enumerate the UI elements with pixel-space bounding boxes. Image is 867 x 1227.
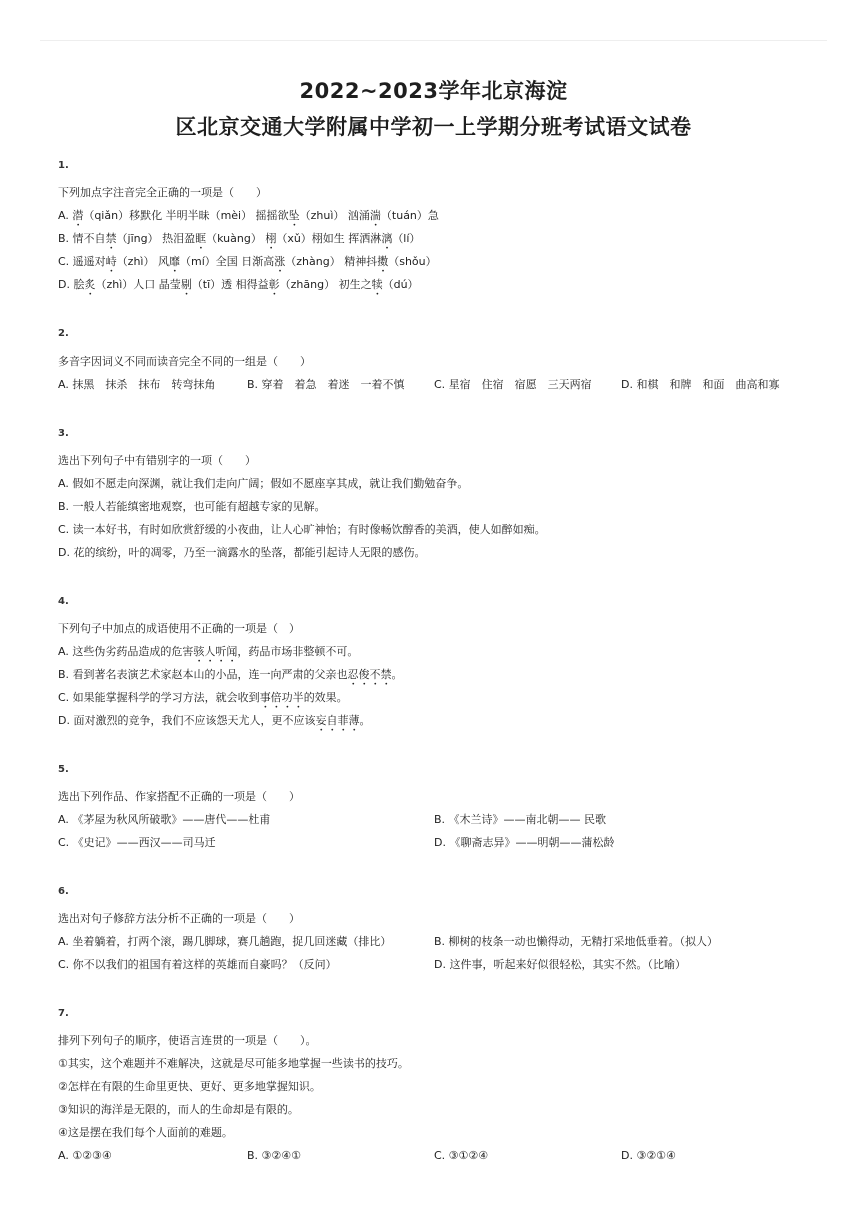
question-6-option-d: D. 这件事，听起来好似很轻松，其实不然。（比喻） bbox=[434, 958, 686, 971]
question-1-stem: 下列加点字注音完全正确的一项是（ ） bbox=[58, 186, 267, 199]
question-4-option-c: C. 如果能掌握科学的学习方法，就会收到事倍功半的效果。 bbox=[58, 691, 348, 704]
question-4-number: 4. bbox=[58, 596, 69, 607]
question-5-stem: 选出下列作品、作家搭配不正确的一项是（ ） bbox=[58, 790, 300, 803]
question-5-option-b: B. 《木兰诗》——南北朝—— 民歌 bbox=[434, 813, 607, 826]
question-7-stem: 排列下列句子的顺序，使语言连贯的一项是（ ）。 bbox=[58, 1034, 317, 1047]
question-6-option-b: B. 柳树的枝条一动也懒得动，无精打采地低垂着。（拟人） bbox=[434, 935, 719, 948]
question-6-option-c: C. 你不以我们的祖国有着这样的英雄而自豪吗？（反问） bbox=[58, 958, 337, 971]
question-2-option-a: A. 抹黑 抹杀 抹布 转弯抹角 bbox=[58, 378, 216, 391]
question-6-stem: 选出对句子修辞方法分析不正确的一项是（ ） bbox=[58, 912, 300, 925]
dotted-char: 靡 bbox=[169, 255, 180, 268]
dotted-char: 眶 bbox=[195, 232, 207, 245]
question-7-option-d: D. ③②①④ bbox=[621, 1149, 676, 1162]
dotted-char: 潜 bbox=[72, 209, 84, 222]
question-1-number: 1. bbox=[58, 160, 69, 171]
question-7-sentence-1: ①其实，这个难题并不难解决，这就是尽可能多地掌握一些读书的技巧。 bbox=[58, 1057, 409, 1070]
dotted-char: 湍 bbox=[369, 209, 381, 222]
question-2-stem: 多音字因词义不同而读音完全不同的一组是（ ） bbox=[58, 355, 311, 368]
question-7-option-b: B. ③②④① bbox=[247, 1149, 301, 1162]
question-5-option-a: A. 《茅屋为秋风所破歌》——唐代——杜甫 bbox=[58, 813, 271, 826]
dotted-char: 彰 bbox=[268, 278, 280, 291]
question-3-stem: 选出下列句子中有错别字的一项（ ） bbox=[58, 454, 256, 467]
dotted-idiom: 妄自菲薄 bbox=[315, 714, 360, 727]
question-6-option-a: A. 坐着躺着，打两个滚，踢几脚球，赛几趟跑，捉几回迷藏（排比） bbox=[58, 935, 392, 948]
question-7-option-a: A. ①②③④ bbox=[58, 1149, 112, 1162]
dotted-char: 坠 bbox=[288, 209, 300, 222]
exam-title-line2: 区北京交通大学附属中学初一上学期分班考试语文试卷 bbox=[175, 115, 692, 139]
dotted-char: 栩 bbox=[265, 232, 277, 245]
dotted-char: 涨 bbox=[274, 255, 286, 268]
question-4-option-a: A. 这些伪劣药品造成的危害骇人听闻，药品市场非整顿不可。 bbox=[58, 645, 359, 658]
question-1-option-b: B. 情不自禁（jīng） 热泪盈眶（kuàng） 栩（xǔ）栩如生 挥洒淋漓（lí） bbox=[58, 232, 421, 245]
question-3-number: 3. bbox=[58, 428, 69, 439]
question-3-option-c: C. 读一本好书，有时如欣赏舒缓的小夜曲，让人心旷神怡；有时像畅饮醇香的美酒，使人如醉如痴。 bbox=[58, 523, 546, 536]
dotted-idiom: 忍俊不禁 bbox=[347, 668, 392, 681]
question-5-option-d: D. 《聊斋志异》——明朝——蒲松龄 bbox=[434, 836, 615, 849]
question-5-number: 5. bbox=[58, 764, 69, 775]
dotted-char: 禁 bbox=[105, 232, 117, 245]
question-3-option-a: A. 假如不愿走向深渊，就让我们走向广阔；假如不愿座享其成，就让我们勤勉奋争。 bbox=[58, 477, 469, 490]
question-4-option-b: B. 看到著名表演艺术家赵本山的小品，连一向严肃的父亲也忍俊不禁。 bbox=[58, 668, 403, 681]
question-4-stem: 下列句子中加点的成语使用不正确的一项是（ ） bbox=[58, 622, 300, 635]
question-1-option-c: C. 遥遥对峙（zhì） 风靡（mí）全国 日渐高涨（zhàng） 精神抖擞（shǒu） bbox=[58, 255, 437, 268]
dotted-char: 漓 bbox=[381, 232, 393, 245]
question-2-option-d: D. 和棋 和牌 和面 曲高和寡 bbox=[621, 378, 780, 391]
question-7-sentence-3: ③知识的海洋是无限的，而人的生命却是有限的。 bbox=[58, 1103, 299, 1116]
question-5-option-c: C. 《史记》——西汉——司马迁 bbox=[58, 836, 216, 849]
dotted-char: 擞 bbox=[377, 255, 389, 268]
question-3-option-b: B. 一般人若能缜密地观察，也可能有超越专家的见解。 bbox=[58, 500, 326, 513]
question-2-option-c: C. 星宿 住宿 宿愿 三天两宿 bbox=[434, 378, 592, 391]
top-divider bbox=[40, 40, 827, 41]
question-2-option-b: B. 穿着 着急 着迷 一着不慎 bbox=[247, 378, 405, 391]
dotted-idiom: 骇人听闻 bbox=[193, 645, 238, 658]
question-4-option-d: D. 面对激烈的竞争，我们不应该怨天尤人，更不应该妄自菲薄。 bbox=[58, 714, 371, 727]
question-7-option-c: C. ③①②④ bbox=[434, 1149, 489, 1162]
dotted-char: 炙 bbox=[84, 278, 96, 291]
dotted-char: 犊 bbox=[371, 278, 383, 291]
dotted-char: 峙 bbox=[105, 255, 117, 268]
exam-title-line1: 2022~2023学年北京海淀 bbox=[299, 79, 568, 103]
question-2-number: 2. bbox=[58, 328, 69, 339]
question-7-sentence-4: ④这是摆在我们每个人面前的难题。 bbox=[58, 1126, 233, 1139]
question-3-option-d: D. 花的缤纷，叶的凋零，乃至一滴露水的坠落，都能引起诗人无限的感伤。 bbox=[58, 546, 426, 559]
dotted-idiom: 事倍功半 bbox=[259, 691, 304, 704]
dotted-char: 剔 bbox=[180, 278, 192, 291]
question-1-option-d: D. 脍炙（zhì）人口 晶莹剔（tī）透 相得益彰（zhāng） 初生之犊（dú） bbox=[58, 278, 419, 291]
question-7-number: 7. bbox=[58, 1008, 69, 1019]
question-7-sentence-2: ②怎样在有限的生命里更快、更好、更多地掌握知识。 bbox=[58, 1080, 321, 1093]
question-6-number: 6. bbox=[58, 886, 69, 897]
question-1-option-a: A. 潜（qiǎn）移默化 半明半昧（mèi） 摇摇欲坠（zhuì） 汹涌湍（tuán）急 bbox=[58, 209, 439, 222]
